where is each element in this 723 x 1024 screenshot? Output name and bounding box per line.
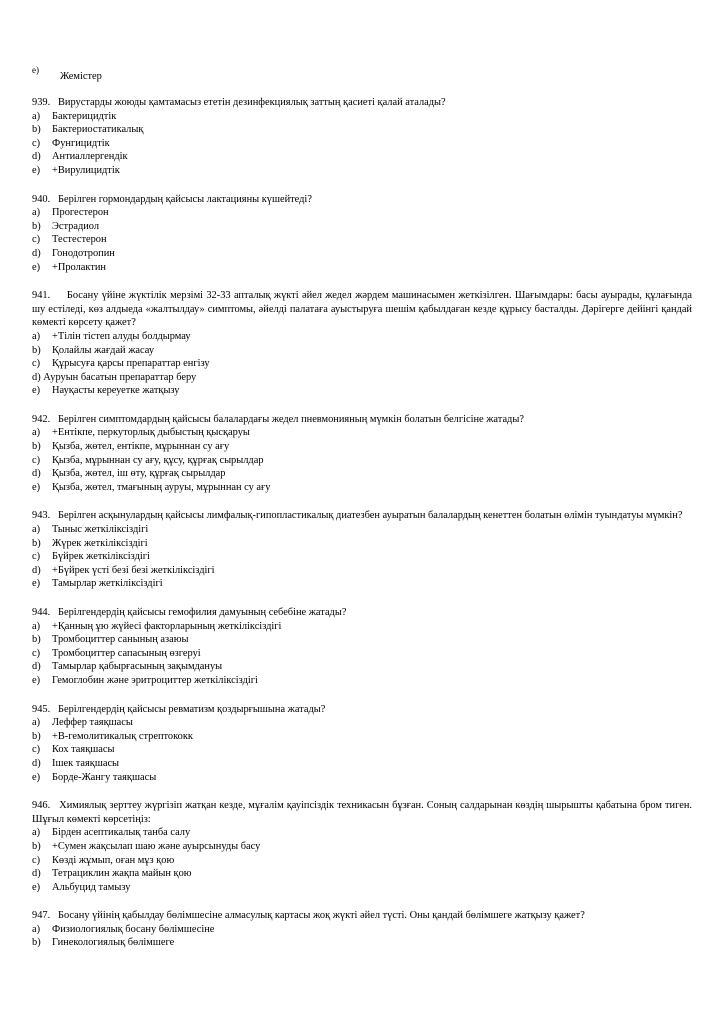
option-text: Кох таяқшасы <box>52 744 115 756</box>
option-row <box>32 220 692 234</box>
option-letter: c) <box>32 551 41 563</box>
question-block <box>32 509 692 591</box>
option-letter: e) <box>32 881 41 893</box>
question-block <box>32 289 692 398</box>
option-row <box>32 577 692 591</box>
option-row <box>32 344 692 358</box>
option-text: Жемістер <box>60 71 102 82</box>
option-row <box>32 550 692 564</box>
option-text: +Вирулицидтік <box>52 164 120 176</box>
option-letter: b) <box>32 220 41 232</box>
option-text: Прогестерон <box>52 207 109 219</box>
question-block <box>32 606 692 688</box>
option-letter: c) <box>32 744 41 756</box>
option-text: +Сумен жақсылап шаю және ауырсынуды басу <box>52 840 261 852</box>
option-text: Тетрациклин жақпа майын қою <box>52 868 192 880</box>
option-text: Бактериостатикалық <box>52 124 144 136</box>
question-block <box>32 799 692 894</box>
option-letter: b) <box>32 537 41 549</box>
question-text <box>32 193 692 207</box>
option-letter: e) <box>32 164 41 176</box>
option-row <box>32 757 692 771</box>
option-row <box>32 247 692 261</box>
option-text: Тамырлар жеткіліксіздігі <box>52 578 163 590</box>
question-number: 946. <box>32 800 51 812</box>
option-letter: a) <box>32 427 41 439</box>
question-body: Берілгендердің қайсысы ревматизм қоздырғышына жатады? <box>57 703 326 715</box>
option-row <box>32 206 692 220</box>
question-block <box>32 703 692 785</box>
option-letter: e) <box>32 481 41 493</box>
option-row <box>32 936 692 950</box>
option-text: Қызба, жөтел, тмағының ауруы, мұрыннан су ағу <box>52 481 271 493</box>
option-row <box>32 384 692 398</box>
option-row <box>32 674 692 688</box>
option-letter: d) <box>32 868 41 880</box>
option-row <box>32 647 692 661</box>
question-block <box>32 413 692 495</box>
option-letter: d) <box>32 757 41 769</box>
option-letter: d) <box>32 661 41 673</box>
question-text <box>32 289 692 330</box>
option-row <box>32 523 692 537</box>
option-text: Тромбоциттер санының азаюы <box>52 634 189 646</box>
option-letter: b) <box>32 441 41 453</box>
option-text: Борде-Жангу таяқшасы <box>52 771 157 783</box>
option-row <box>32 481 692 495</box>
option-text: Қолайлы жағдай жасау <box>52 344 155 356</box>
option-row <box>32 620 692 634</box>
question-body: Берілгендердің қайсысы гемофилия дамуының себебіне жатады? <box>57 607 347 618</box>
option-row <box>32 854 692 868</box>
option-row <box>32 137 692 151</box>
option-row <box>32 261 692 275</box>
option-text: +В-гемолитикалық стрептококк <box>52 730 193 742</box>
option-letter: a) <box>32 524 41 536</box>
option-text: Бүйрек жеткіліксіздігі <box>52 551 150 563</box>
question-number: 940. <box>32 193 51 205</box>
option-row <box>32 440 692 454</box>
document-page <box>32 66 692 965</box>
option-letter: e) <box>32 578 41 590</box>
option-letter: e) <box>32 261 41 273</box>
option-letter: e) <box>32 65 39 75</box>
option-letter: e) <box>32 674 41 686</box>
option-text: Антиаллергендік <box>52 151 128 163</box>
option-text: Тыныс жеткіліксіздігі <box>52 524 149 536</box>
option-text: Ауруын басатын препараттар беру <box>43 371 197 383</box>
question-list <box>32 96 692 950</box>
option-row <box>32 923 692 937</box>
option-text: Қызба, жөтел, іш өту, құрғақ сырылдар <box>52 468 226 480</box>
option-row <box>32 123 692 137</box>
option-letter: d) <box>32 468 41 480</box>
option-text: Физиологиялық босану бөлімшесіне <box>52 923 215 935</box>
option-text: +Бүйрек үсті безі безі жеткіліксіздігі <box>52 564 215 576</box>
option-text: Бактерицидтік <box>52 110 117 122</box>
question-text <box>32 606 692 620</box>
option-row <box>32 164 692 178</box>
question-text <box>32 413 692 427</box>
option-text: +Тілін тістеп алуды болдырмау <box>52 330 191 342</box>
option-row <box>32 564 692 578</box>
option-row <box>32 867 692 881</box>
option-text: Ішек таяқшасы <box>52 757 120 769</box>
option-letter: b) <box>32 344 41 356</box>
option-row <box>32 467 692 481</box>
option-text: Бірден асептикалық танба салу <box>52 827 191 839</box>
option-letter: c) <box>32 234 41 246</box>
option-row <box>32 881 692 895</box>
option-letter: c) <box>32 137 41 149</box>
option-letter: a) <box>32 207 41 219</box>
question-number: 942. <box>32 413 51 425</box>
option-text: Эстрадиол <box>52 220 100 232</box>
option-letter: b) <box>32 124 41 136</box>
option-letter: a) <box>32 330 41 342</box>
option-row <box>32 357 692 371</box>
option-letter: a) <box>32 923 41 935</box>
option-letter: c) <box>32 358 41 370</box>
question-block <box>32 96 692 178</box>
option-letter: a) <box>32 717 41 729</box>
option-row <box>32 150 692 164</box>
option-row <box>32 371 692 385</box>
option-row <box>32 716 692 730</box>
option-text: +Пролактин <box>52 261 106 273</box>
option-letter: d) <box>32 371 41 383</box>
option-text: Науқасты кереуетке жатқызу <box>52 385 180 397</box>
option-text: Гемоглобин және эритроциттер жеткіліксіздігі <box>52 674 258 686</box>
question-number: 943. <box>32 510 51 522</box>
option-letter: d) <box>32 564 41 576</box>
option-letter: e) <box>32 385 41 397</box>
question-text <box>32 799 692 826</box>
option-row <box>32 454 692 468</box>
question-text <box>32 509 692 523</box>
option-row <box>32 426 692 440</box>
question-block <box>32 909 692 950</box>
option-text: Фунгицидтік <box>52 137 110 149</box>
option-text: Леффер таяқшасы <box>52 717 133 729</box>
question-body: Босану үйінің қабылдау бөлімшесіне алмасулық картасы жоқ жүкті әйел түсті. Оны қандай бөлімшеге жатқызу қажет? <box>57 910 585 922</box>
question-block <box>32 193 692 275</box>
question-number: 939. <box>32 97 51 108</box>
option-row <box>32 633 692 647</box>
option-letter: d) <box>32 151 41 163</box>
option-text: +Ентікпе, перкуторлық дыбыстың қысқаруы <box>52 427 250 439</box>
question-text <box>32 909 692 923</box>
option-row <box>32 771 692 785</box>
option-text: Жүрек жеткіліксіздігі <box>52 537 148 549</box>
option-text: Тамырлар қабырғасының зақымдануы <box>52 661 223 673</box>
question-text <box>32 703 692 717</box>
option-text: Көзді жұмып, оған мұз қою <box>52 854 175 866</box>
option-row <box>32 660 692 674</box>
option-text: Альбуцид тамызу <box>52 881 131 893</box>
option-row <box>32 66 692 80</box>
question-body: Берілген симптомдардың қайсысы балалардағы жедел пневмонияның мүмкін болатын белгісіне жатады? <box>57 413 524 425</box>
option-letter: a) <box>32 620 41 632</box>
question-body: Босану үйіне жүктілік мерзімі 32-33 апталық жүкті әйел жедел жәрдем машинасымен жеткізілген. Шағымдары: басы ауырады, құлағында шу естіледі, көз алдыеда «жалтылдау» симптомы, әйелді палатаға ауыстыруға шешім қабылдаған кезде құрысу басталды. Дәрігерге дейінгі қандай көмекті көрсету қажет? <box>32 290 692 329</box>
option-text: Құрысуға қарсы препараттар енгізу <box>52 358 210 370</box>
option-row <box>32 233 692 247</box>
option-letter: b) <box>32 730 41 742</box>
question-body: Вирустарды жоюды қамтамасыз ететін дезинфекциялық заттың қасиеті қалай аталады? <box>57 97 446 108</box>
question-body: Берілген гормондардың қайсысы лактацияны күшейтеді? <box>57 193 312 205</box>
option-row <box>32 743 692 757</box>
question-body: Химиялық зерттеу жүргізіп жатқан кезде, мұғалім қауіпсіздік техникасын бұзған. Соның салдарынан көздің шырышты қабатына бром тиген. Шұғыл көмекті көрсетіңіз: <box>32 800 693 825</box>
question-number: 944. <box>32 607 51 618</box>
option-letter: c) <box>32 854 41 866</box>
question-number: 941. <box>32 290 51 302</box>
option-text: Тестестерон <box>52 234 107 246</box>
option-row <box>32 730 692 744</box>
option-row <box>32 537 692 551</box>
question-body: Берілген асқынулардың қайсысы лимфалық-гипопластикалық диатезбен ауыратын балалардың кенеттен болатын өлімін туындатуы мүмкін? <box>57 510 683 522</box>
option-row <box>32 330 692 344</box>
option-letter: c) <box>32 454 41 466</box>
option-letter: a) <box>32 110 41 122</box>
option-row <box>32 110 692 124</box>
option-text: Қызба, жөтел, ентікпе, мұрыннан су ағу <box>52 441 230 453</box>
option-letter: b) <box>32 840 41 852</box>
option-letter: d) <box>32 247 41 259</box>
option-letter: e) <box>32 771 41 783</box>
option-row <box>32 826 692 840</box>
option-text: Гонодотропин <box>52 247 115 259</box>
option-text: +Қанның ұю жүйесі факторларының жеткіліксіздігі <box>52 620 282 632</box>
option-text: Қызба, мұрыннан су ағу, құсу, құрғақ сырылдар <box>52 454 264 466</box>
question-number: 945. <box>32 703 51 715</box>
option-text: Гинекологиялық бөлімшеге <box>52 937 175 949</box>
question-number: 947. <box>32 910 51 922</box>
question-text <box>32 96 692 110</box>
option-letter: b) <box>32 937 41 949</box>
option-text: Тромбоциттер сапасының өзгеруі <box>52 647 201 659</box>
option-letter: b) <box>32 634 41 646</box>
option-letter: c) <box>32 647 41 659</box>
option-letter: a) <box>32 827 41 839</box>
option-row <box>32 840 692 854</box>
